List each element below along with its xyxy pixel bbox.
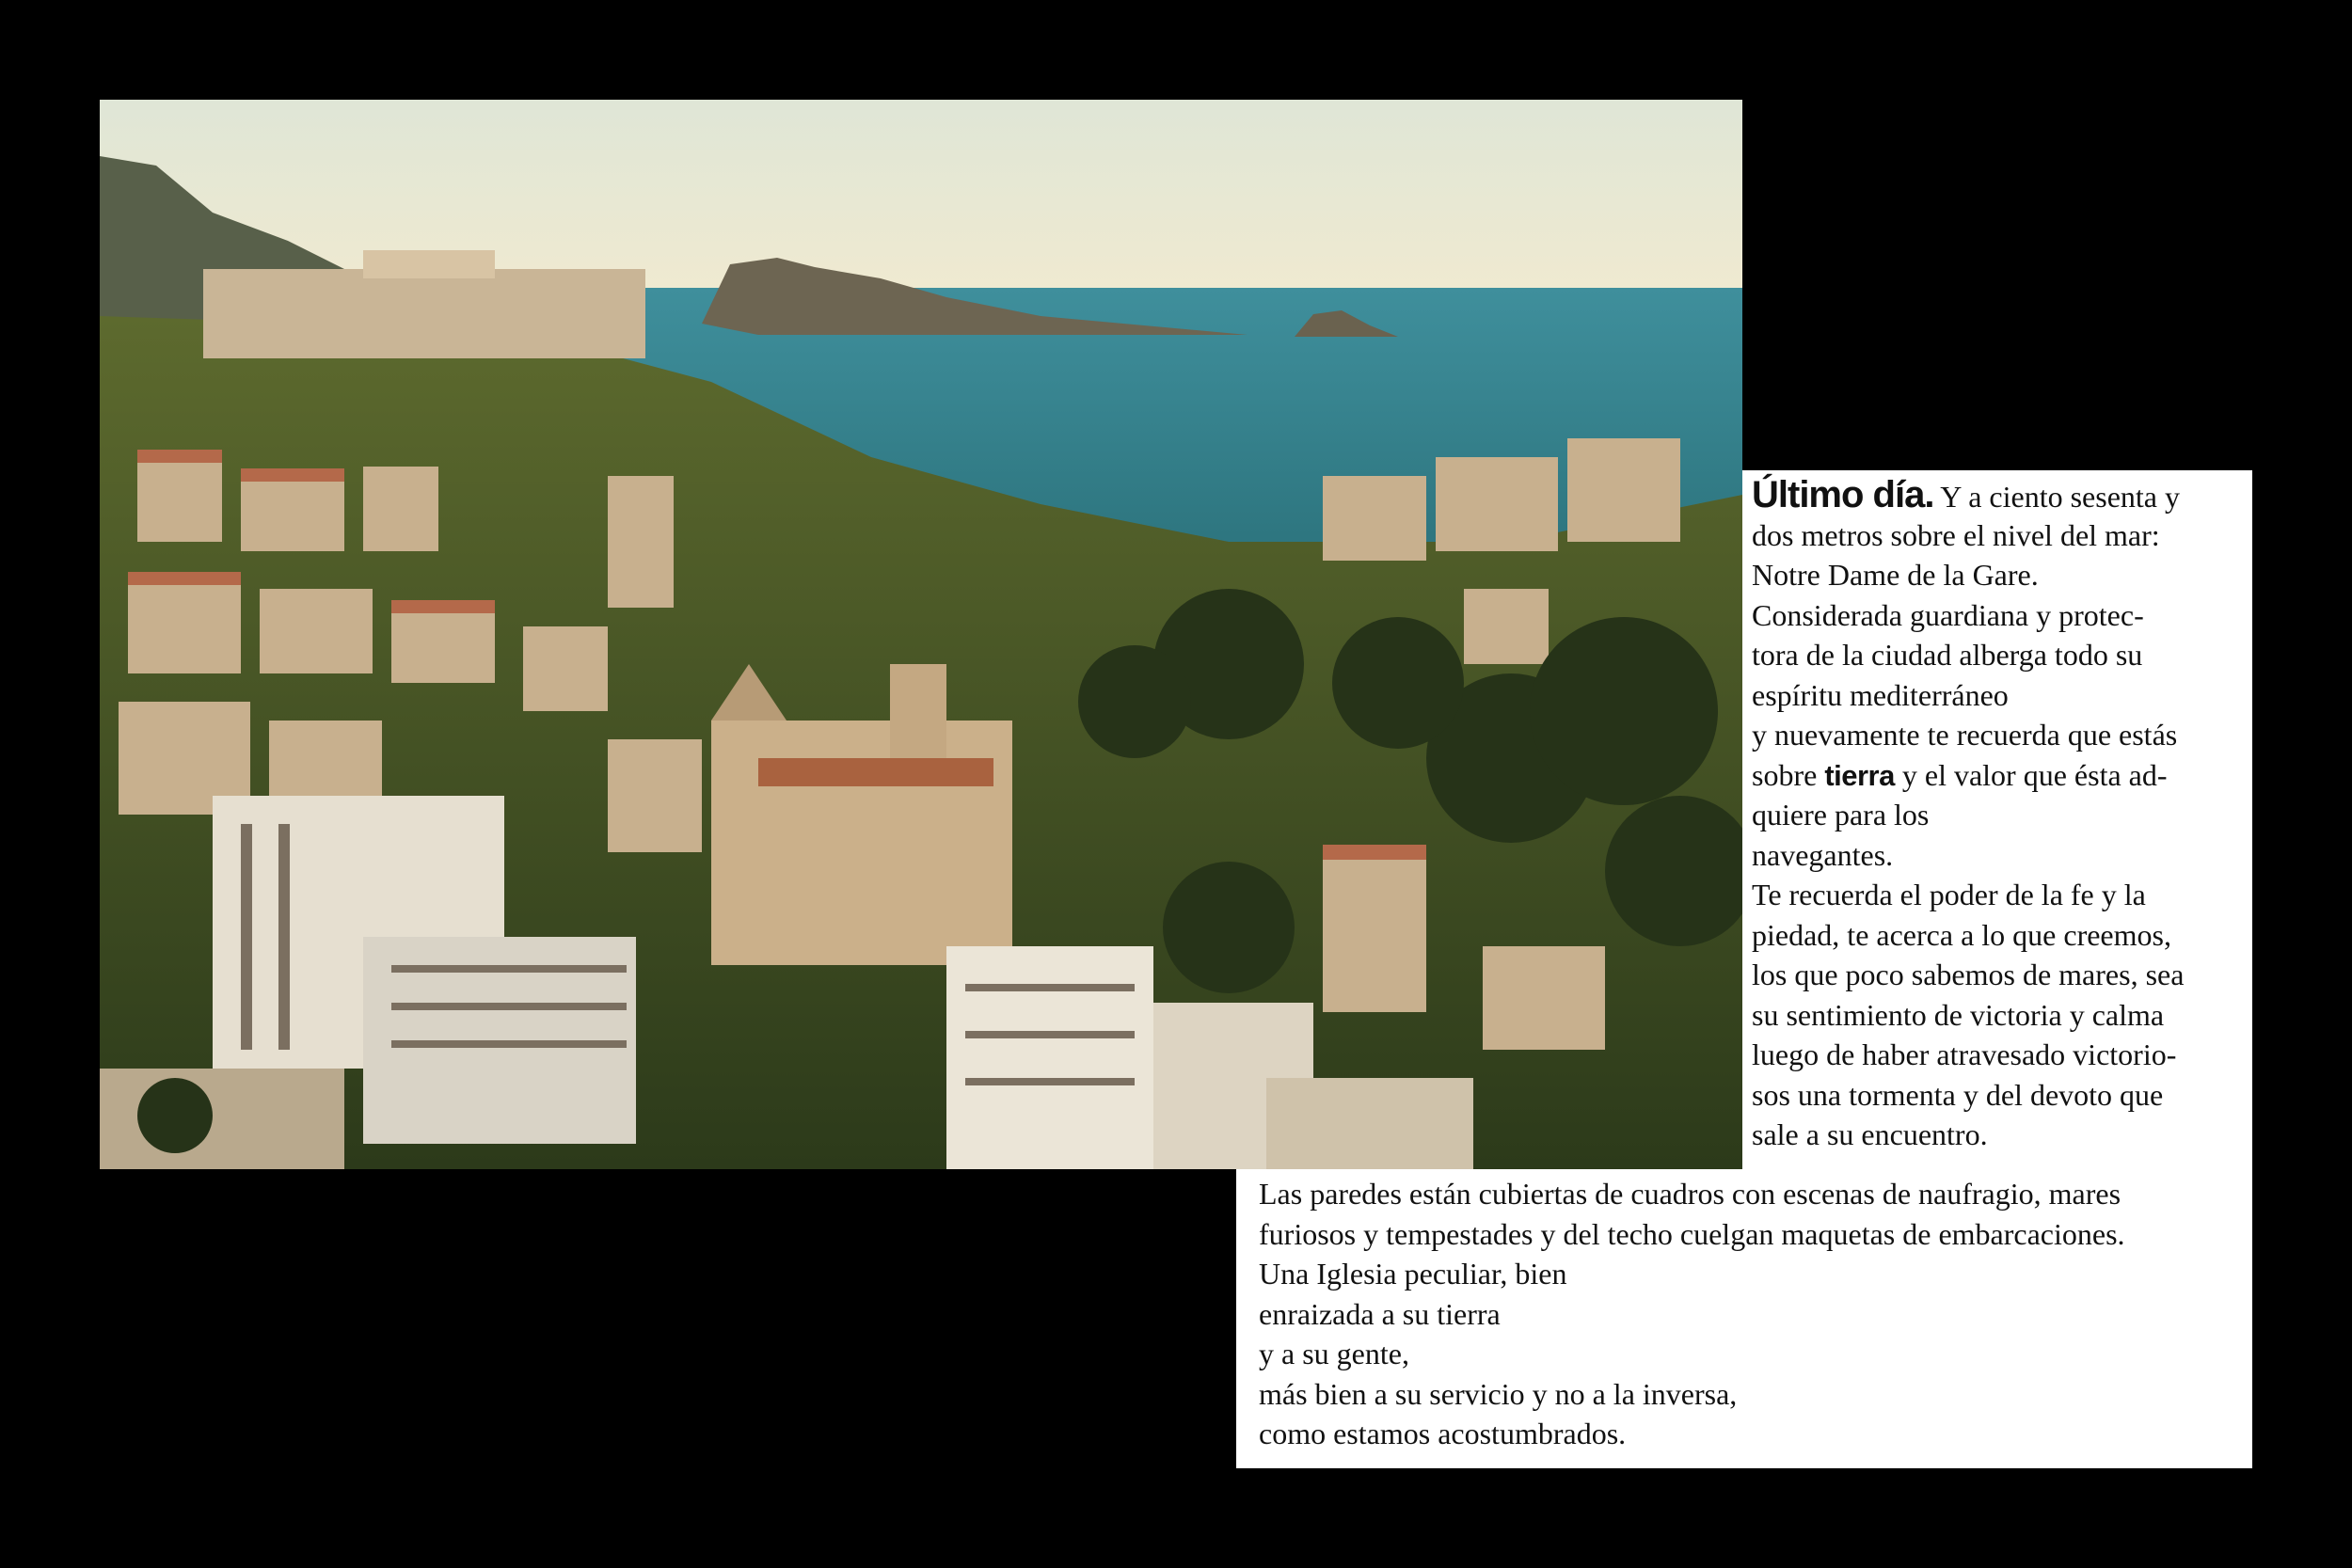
text-line: quiere para los: [1752, 798, 1930, 832]
text-line: sale a su encuentro.: [1752, 1117, 1988, 1151]
text-line: piedad, te acerca a lo que creemos,: [1752, 917, 2171, 952]
text-line: su sentimiento de victoria y calma: [1752, 997, 2165, 1032]
landscape-photo: [100, 100, 1742, 1169]
text-line: enraizada a su tierra: [1259, 1296, 1501, 1331]
text-line: más bien a su servicio y no a la inversa,: [1259, 1376, 1738, 1411]
text-line: sos una tormenta y del devoto que: [1752, 1077, 2164, 1112]
text-line: espíritu mediterráneo: [1752, 677, 2009, 712]
text-line: Notre Dame de la Gare.: [1752, 558, 2039, 592]
text-line: Las paredes están cubiertas de cuadros con escenas de naufragio, mares: [1259, 1177, 2122, 1211]
text-line: Considerada guardiana y protec-: [1752, 597, 2144, 632]
article-text-right: [1752, 475, 2184, 1155]
text-line: sobre tierra y el valor que ésta ad-: [1752, 757, 2168, 792]
lead-title: Último día.: [1752, 474, 1934, 515]
text-line: y nuevamente te recuerda que estás: [1752, 718, 2178, 752]
text-line: y a su gente,: [1259, 1337, 1409, 1370]
text-line: navegantes.: [1752, 837, 1894, 872]
article-text-bottom: [1259, 1174, 2125, 1454]
text-line: Una Iglesia peculiar, bien: [1259, 1257, 1567, 1291]
text-line: dos metros sobre el nivel del mar:: [1752, 517, 2160, 552]
text-line: luego de haber atravesado victorio-: [1752, 1037, 2177, 1071]
text-line: Te recuerda el poder de la fe y la: [1752, 878, 2146, 911]
text-line: los que poco sabemos de mares, sea: [1752, 958, 2185, 991]
emphasis-word: tierra: [1824, 758, 1895, 792]
text-line: tora de la ciudad alberga todo su: [1752, 638, 2143, 672]
text-line: furiosos y tempestades y del techo cuelgan maquetas de embarcaciones.: [1259, 1216, 2125, 1251]
photo-illustration: [100, 100, 1742, 1169]
text-line: Último día. Y a ciento sesenta y: [1752, 474, 2180, 515]
text-line: como estamos acostumbrados.: [1259, 1417, 1627, 1450]
